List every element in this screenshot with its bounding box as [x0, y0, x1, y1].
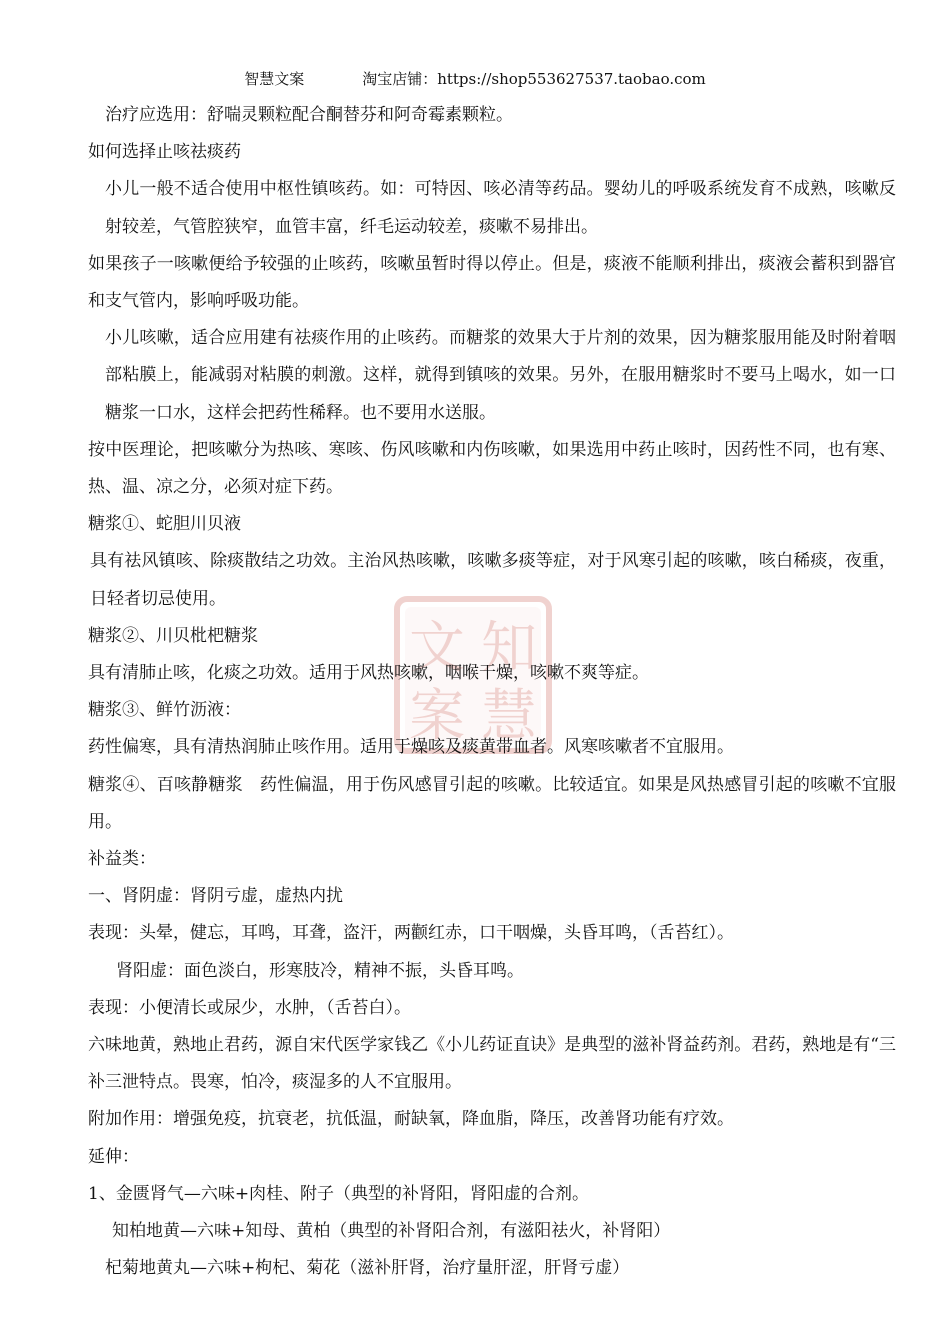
document-body [88, 97, 896, 1288]
paragraph: 具有清肺止咳，化痰之功效。适用于风热咳嗽，咽喉干燥，咳嗽不爽等症。 [88, 663, 649, 684]
shop-link[interactable]: 淘宝店铺：https://shop553627537.taobao.com [362, 70, 706, 88]
paragraph: 具有祛风镇咳、除痰散结之功效。主治风热咳嗽，咳嗽多痰等症，对于风寒引起的咳嗽，咳白稀痰，夜重，日轻者切忌使用。 [90, 551, 896, 609]
syrup-heading: 糖浆①、蛇胆川贝液 [88, 514, 241, 535]
list-item: 1、金匮肾气—六味+肉桂、附子（典型的补肾阳，肾阳虚的合剂。 [88, 1183, 590, 1204]
seal-char-4: 慧 [481, 684, 537, 749]
paragraph: 药性偏寒，具有清热润肺止咳作用。适用于燥咳及痰黄带血者。风寒咳嗽者不宜服用。 [88, 737, 734, 758]
paragraph: 一、肾阴虚：肾阴亏虚，虚热内扰 [88, 886, 343, 907]
paragraph: 附加作用：增强免疫，抗衰老，抗低温，耐缺氧，降血脂，降压，改善肾功能有疗效。 [88, 1109, 734, 1130]
syrup-heading: 糖浆③、鲜竹沥液： [88, 700, 241, 721]
seal-char-1: 文 [409, 616, 465, 681]
paragraph: 如果孩子一咳嗽便给予较强的止咳药，咳嗽虽暂时得以停止。但是，痰液不能顺利排出，痰液会蓄积到器官和支气管内，影响呼吸功能。 [88, 253, 896, 312]
list-item: 知柏地黄—六味+知母、黄柏（典型的补肾阳合剂，有滋阳祛火，补肾阳） [112, 1221, 671, 1242]
paragraph: 肾阳虚：面色淡白，形寒肢冷，精神不振，头昏耳鸣。 [116, 960, 524, 981]
paragraph: 小儿一般不适合使用中枢性镇咳药。如：可特因、咳必清等药品。婴幼儿的呼吸系统发育不成熟，咳嗽反射较差，气管腔狭窄，血管丰富，纤毛运动较差，痰嗽不易排出。 [105, 179, 896, 237]
section-heading: 如何选择止咳祛痰药 [88, 142, 241, 163]
syrup-heading: 糖浆②、川贝枇杷糖浆 [88, 625, 258, 646]
paragraph: 表现：小便清长或尿少，水肿，（舌苔白）。 [88, 997, 411, 1018]
paragraph: 六味地黄，熟地止君药，源自宋代医学家钱乙《小儿药证直诀》是典型的滋补肾益药剂。君药，熟地是有“三补三泄特点。畏寒，怕冷，痰湿多的人不宜服用。 [88, 1035, 896, 1093]
brand-name: 智慧文案 [244, 70, 305, 88]
section-heading: 补益类： [88, 849, 156, 870]
seal-char-3: 案 [409, 684, 465, 749]
paragraph: 表现：头晕，健忘，耳鸣，耳聋，盗汗，两颧红赤，口干咽燥，头昏耳鸣，（舌苔红）。 [88, 923, 734, 944]
seal-char-2: 知 [481, 616, 537, 681]
paragraph: 小儿咳嗽，适合应用建有祛痰作用的止咳药。而糖浆的效果大于片剂的效果，因为糖浆服用能及时附着咽部粘膜上，能减弱对粘膜的刺激。这样，就得到镇咳的效果。另外，在服用糖浆时不要马上喝水，如一口糖浆一口水，这样会把药性稀释。也不要用水送服。 [105, 328, 896, 423]
paragraph: 治疗应选用：舒喘灵颗粒配合酮替芬和阿奇霉素颗粒。 [105, 105, 513, 125]
list-item: 杞菊地黄丸—六味+枸杞、菊花（滋补肝肾，治疗量肝涩，肝肾亏虚） [105, 1258, 630, 1279]
paragraph: 按中医理论，把咳嗽分为热咳、寒咳、伤风咳嗽和内伤咳嗽，如果选用中药止咳时，因药性不同，也有寒、热、温、凉之分，必须对症下药。 [88, 439, 896, 498]
section-heading: 延伸： [88, 1146, 139, 1167]
paragraph: 糖浆④、百咳静糖浆 药性偏温，用于伤风感冒引起的咳嗽。比较适宜。如果是风热感冒引起的咳嗽不宜服用。 [88, 774, 896, 832]
page-header [0, 68, 950, 89]
